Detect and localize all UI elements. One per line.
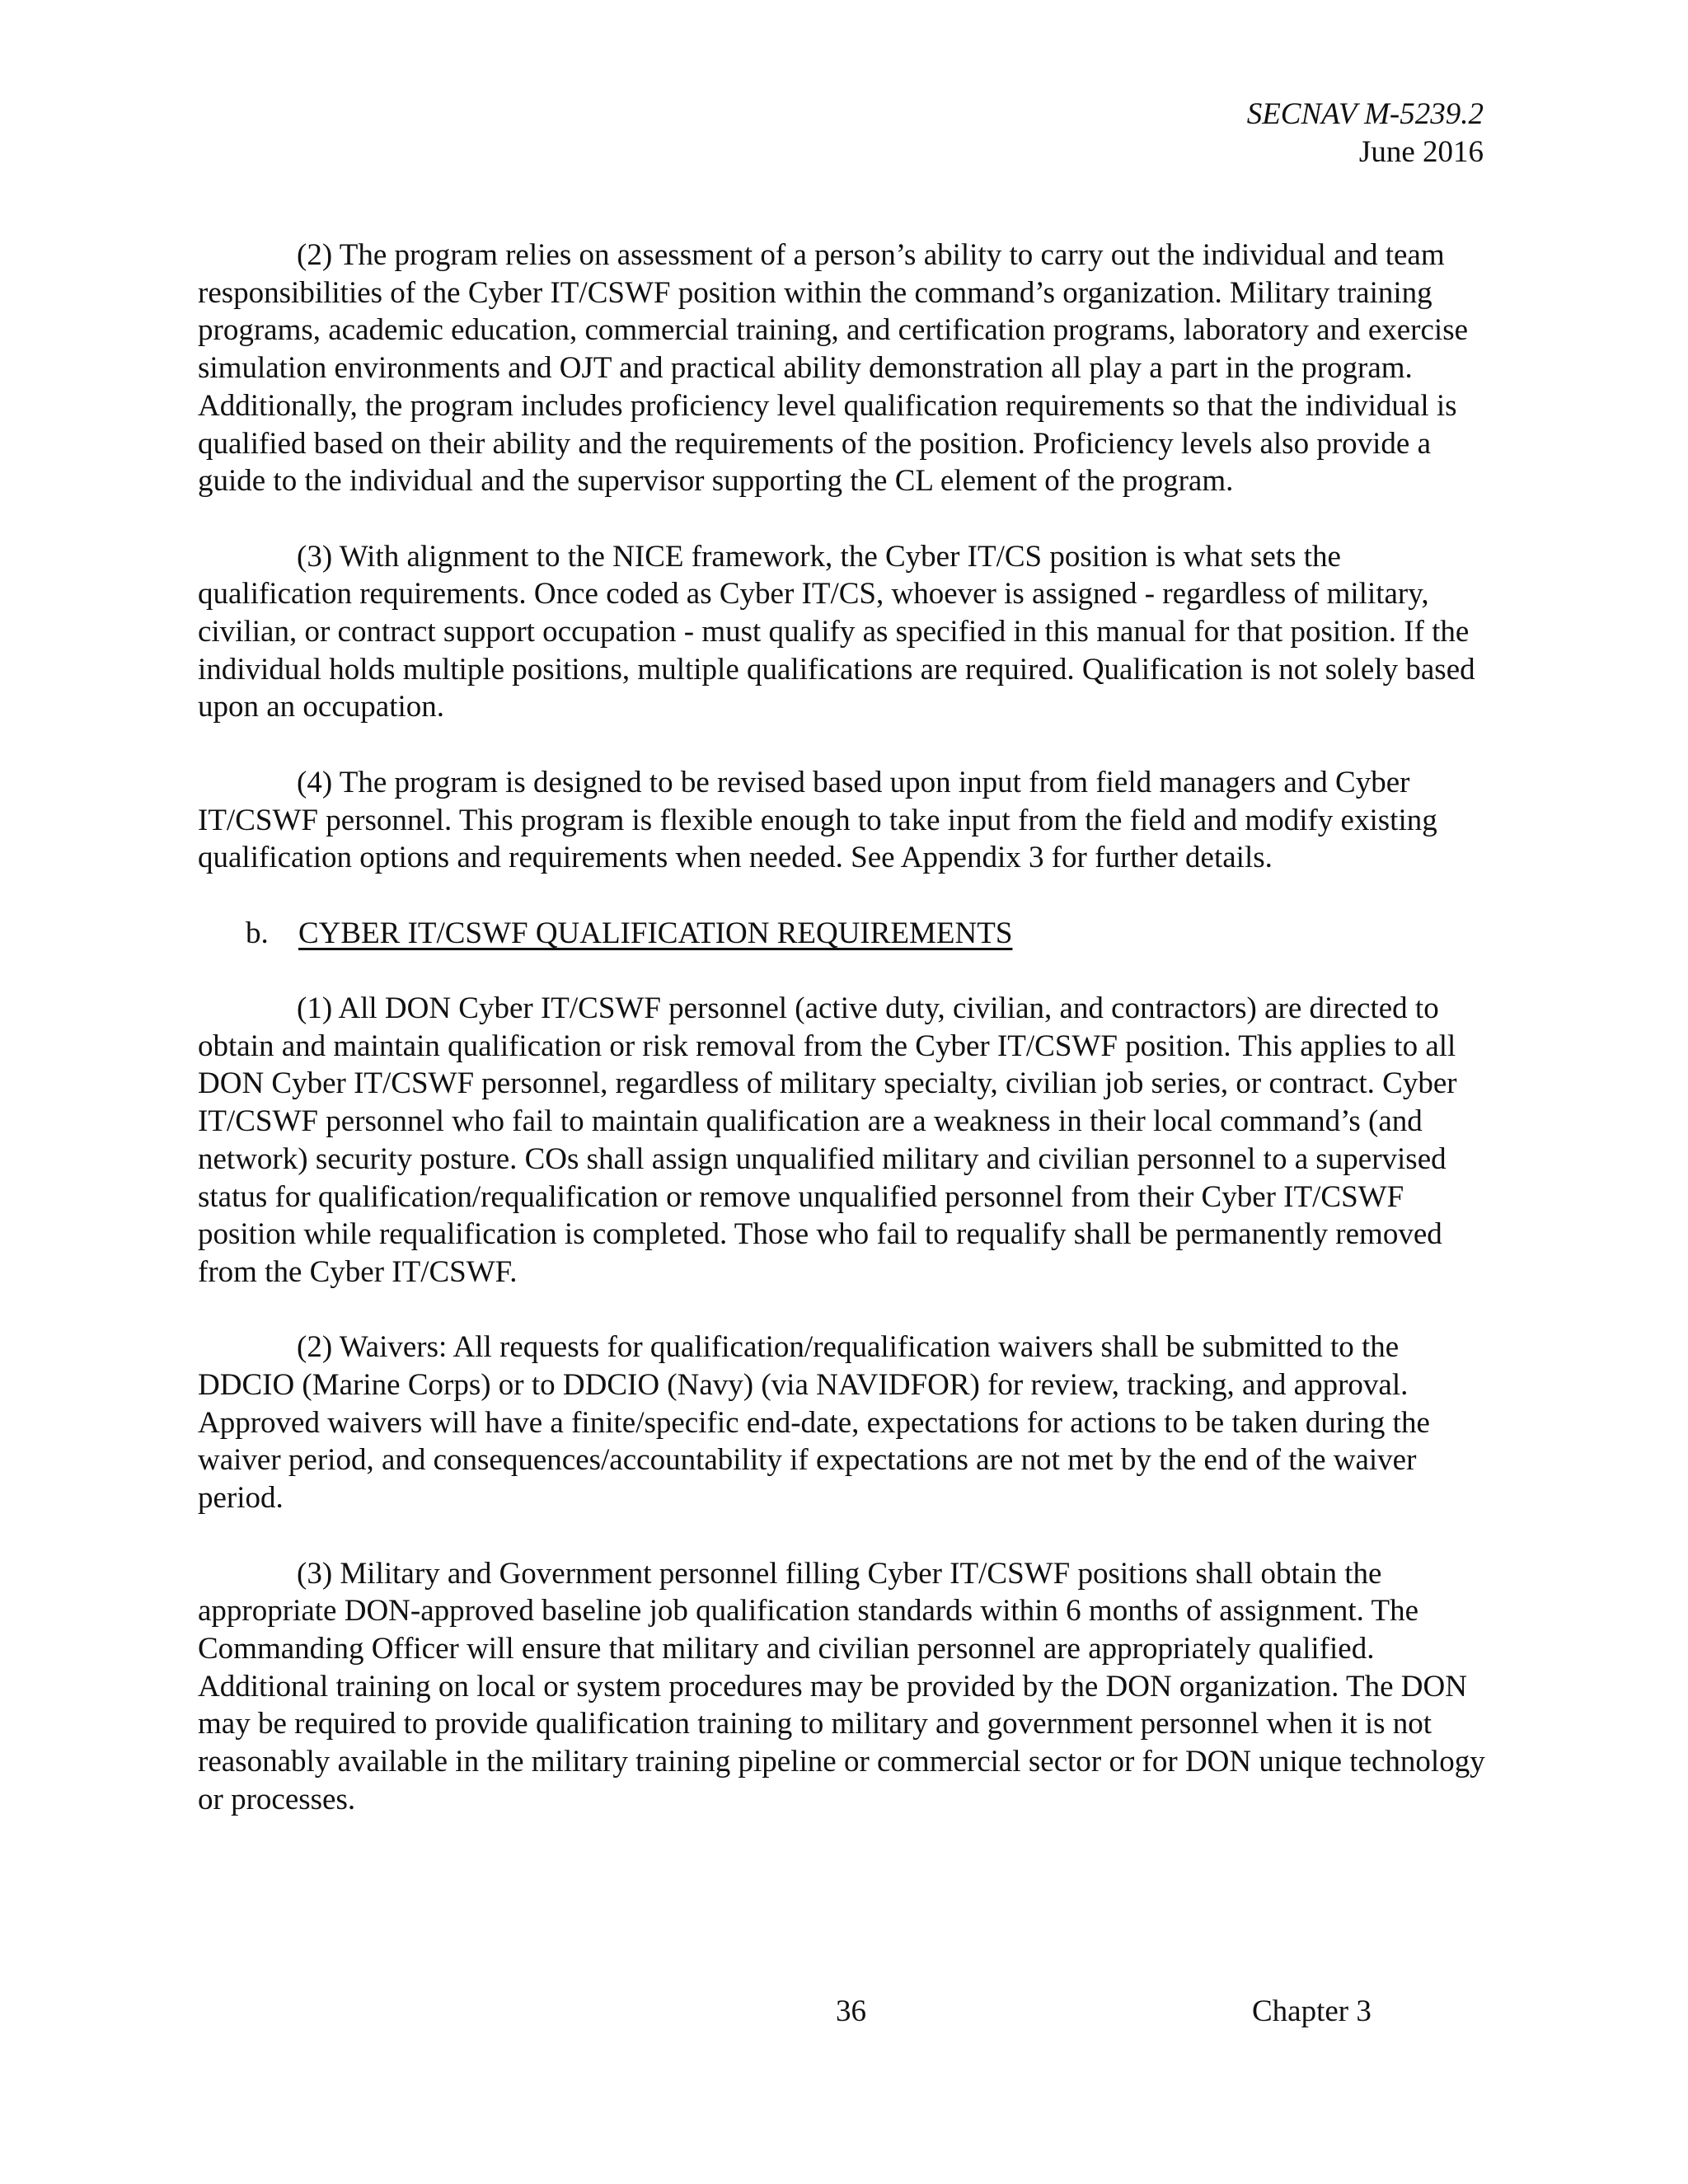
paragraph-b-2: (2) Waivers: All requests for qualification/requalification waivers shall be submitted to the DDCIO (Marine Corps) or to DDCIO (Navy) (via NAVIDFOR) for review, tracking, and approval. Approved waivers will have a finite/specific end-date, expectations for actions to be taken during the waiver period, and consequences/accountability if expectations are not met by the end of the waiver period. (198, 1330, 1430, 1516)
document-body (198, 237, 1485, 1856)
section-heading-b (198, 915, 1485, 953)
paragraph-a-4: (4) The program is designed to be revised based upon input from field managers and Cyber IT/CSWF personnel. This program is flexible enough to take input from the field and modify existing qualification options and requirements when needed. See Appendix 3 for further details. (198, 765, 1437, 875)
paragraph-a-3: (3) With alignment to the NICE framework, the Cyber IT/CS position is what sets the qualification requirements. Once coded as Cyber IT/CS, whoever is assigned - regardless of military, civilian, or contract support occupation - must qualify as specified in this manual for that position. If the individual holds multiple positions, multiple qualifications are required. Qualification is not solely based upon an occupation. (198, 539, 1475, 724)
paragraph-a-2: (2) The program relies on assessment of a person’s ability to carry out the individual and team responsibilities of the Cyber IT/CSWF position within the command’s organization. Military training programs, academic education, commercial training, and certification programs, laboratory and exercise simulation environments and OJT and practical ability demonstration all play a part in the program. Additionally, the program includes proficiency level qualification requirements so that the individual is qualified based on their ability and the requirements of the position. Proficiency levels also provide a guide to the individual and the supervisor supporting the CL element of the program. (198, 238, 1469, 499)
section-label: b. (246, 916, 269, 950)
document-identifier: SECNAV M-5239.2 (1246, 97, 1484, 131)
paragraph-b-3: (3) Military and Government personnel filling Cyber IT/CSWF positions shall obtain the appropriate DON-approved baseline job qualification standards within 6 months of assignment. The Commanding Officer will ensure that military and civilian personnel are appropriately qualified. Additional training on local or system procedures may be provided by the DON organization. The DON may be required to provide qualification training to military and government personnel when it is not reasonably available in the military training pipeline or commercial sector or for DON unique technology or processes. (198, 1556, 1485, 1816)
document-date: June 2016 (1358, 135, 1484, 169)
section-title: CYBER IT/CSWF QUALIFICATION REQUIREMENTS (298, 916, 1013, 950)
page-number: 36 (836, 1994, 866, 2028)
page-header (1247, 96, 1484, 171)
paragraph-b-1: (1) All DON Cyber IT/CSWF personnel (active duty, civilian, and contractors) are directed to obtain and maintain qualification or risk removal from the Cyber IT/CSWF position. This applies to all DON Cyber IT/CSWF personnel, regardless of military specialty, civilian job series, or contract. Cyber IT/CSWF personnel who fail to maintain qualification are a weakness in their local command’s (and network) security posture. COs shall assign unqualified military and civilian personnel to a supervised status for qualification/requalification or remove unqualified personnel from their Cyber IT/CSWF position while requalification is completed. Those who fail to requalify shall be permanently removed from the Cyber IT/CSWF. (198, 991, 1457, 1289)
chapter-label: Chapter 3 (1252, 1994, 1372, 2028)
